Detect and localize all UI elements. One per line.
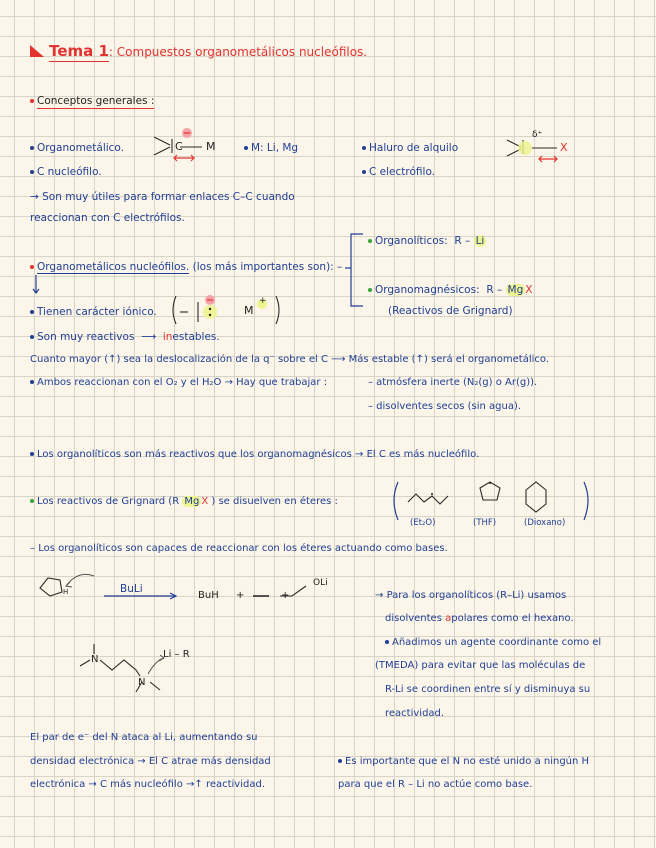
ethers-bases-row: – Los organolíticos son capaces de reaccionar con los éteres actuando como bases. xyxy=(30,543,448,554)
tmeda-line-3: R-Li se coordinen entre sí y disminuya su xyxy=(385,684,591,695)
uses-line-1: → Son muy útiles para formar enlaces C–C cuando xyxy=(30,191,295,203)
electron-pair-line-2: densidad electrónica → El C atrae más densidad xyxy=(30,756,271,767)
reagent-buli: BuLi xyxy=(120,583,143,595)
tmeda-line-4: reactividad. xyxy=(385,708,445,719)
important-line-1: Es importante que el N no esté unido a ningún H xyxy=(338,756,589,768)
organomagnesicos-row: Organomagnésicos: R – Mg X xyxy=(368,284,532,296)
bullet-dot xyxy=(30,170,34,174)
product-enolate: OLi xyxy=(313,578,328,588)
condition-dry: – disolventes secos (sin agua). xyxy=(368,401,522,412)
grignard-note: (Reactivos de Grignard) xyxy=(388,305,513,317)
bullet-dot xyxy=(30,146,34,150)
bullet-dot xyxy=(362,146,366,150)
water-row: Ambos reaccionan con el O₂ y el H₂O → Hay que trabajar : xyxy=(30,377,327,389)
haluro-label: Haluro de alquilo xyxy=(362,142,458,154)
carbon-metal-bond-diagram xyxy=(150,125,230,165)
bullet-dot xyxy=(362,170,366,174)
bond-m-atom: M xyxy=(206,140,216,153)
tmeda-line-1: Añadimos un agente coordinante como el xyxy=(385,637,601,649)
organometalico-label: Organometálico. xyxy=(30,142,124,154)
title-subtitle: : Compuestos organometálicos nucleófilos. xyxy=(108,45,368,59)
title-flag-icon xyxy=(30,45,44,57)
title-prefix: Tema 1 xyxy=(49,42,109,60)
bullet-dot xyxy=(368,239,372,243)
bullet-dot xyxy=(30,499,34,503)
plus-sign-1: + xyxy=(236,590,245,601)
c-electrofilo: C electrófilo. xyxy=(362,166,435,178)
classification-bracket xyxy=(345,232,365,310)
section-general-label: Conceptos generales : xyxy=(37,95,155,107)
important-line-2: para que el R – Li no actúe como base. xyxy=(338,779,533,790)
ionic-structure xyxy=(168,292,288,328)
bullet-dot xyxy=(30,380,34,384)
grignard-ethers-row: Los reactivos de Grignard (R Mg X ) se disuelven en éteres : xyxy=(30,496,338,508)
thf-deprotonation-scheme xyxy=(36,566,356,606)
page-title xyxy=(30,42,367,60)
dioxano-label: (Dioxano) xyxy=(524,518,566,528)
ionic-metal: M xyxy=(244,304,254,317)
plus-sign-2: + xyxy=(281,590,290,601)
h-atom-label: H xyxy=(63,588,69,596)
bullet-dot xyxy=(30,335,34,339)
bond-c-atom: C xyxy=(175,140,183,153)
halide-x-atom: X xyxy=(560,141,568,154)
nucleophiles-heading: Organometálicos nucleófilos. (los más importantes son): – xyxy=(30,261,342,273)
bullet-dot xyxy=(30,310,34,314)
tmeda-li-r: Li – R xyxy=(163,649,190,660)
ionic-label: Tienen carácter iónico. xyxy=(30,306,157,318)
et2o-label: (Et₂O) xyxy=(410,518,436,528)
bullet-dot xyxy=(30,99,34,103)
thf-label: (THF) xyxy=(473,518,497,528)
ionic-plus: + xyxy=(259,296,267,306)
bullet-dot xyxy=(244,146,248,150)
condition-inert: – atmósfera inerte (N₂(g) o Ar(g)). xyxy=(368,377,538,388)
electron-pair-line-3: electrónica → C más nucleófilo →↑ reactividad. xyxy=(30,779,266,790)
product-buh: BuH xyxy=(198,590,219,601)
tmeda-line-2: (TMEDA) para evitar que las moléculas de xyxy=(375,660,586,671)
tmeda-n-bottom: N xyxy=(138,677,146,688)
comparison-row: Los organolíticos son más reactivos que los organomagnésicos → El C es más nucleófilo. xyxy=(30,449,479,461)
apolar-line-2: disolventes apolares como el hexano. xyxy=(385,613,574,624)
bullet-dot xyxy=(338,759,342,763)
reactive-row: Son muy reactivos ⟶ inestables. xyxy=(30,331,220,343)
bullet-dot xyxy=(368,288,372,292)
bullet-dot xyxy=(30,452,34,456)
section-heading-general xyxy=(30,95,154,107)
organoliticos-row: Organolíticos: R – Li xyxy=(368,235,486,247)
electron-pair-line-1: El par de e⁻ del N ataca al Li, aumentando su xyxy=(30,732,258,743)
down-arrow xyxy=(32,275,42,297)
delocalization-row: Cuanto mayor (↑) sea la deslocalización de la q⁻ sobre el C ⟶ Más estable (↑) será el organometálico. xyxy=(30,354,550,365)
uses-line-2: reaccionan con C electrófilos. xyxy=(30,212,185,224)
bullet-dot xyxy=(385,640,389,644)
apolar-line-1: → Para los organolíticos (R–Li) usamos xyxy=(375,590,567,601)
delta-plus: δ⁺ xyxy=(532,130,543,140)
c-nucleofilo: C nucleófilo. xyxy=(30,166,102,178)
bullet-dot xyxy=(30,265,34,269)
tmeda-n-top: N xyxy=(91,654,99,665)
metal-note: M: Li, Mg xyxy=(244,142,298,154)
